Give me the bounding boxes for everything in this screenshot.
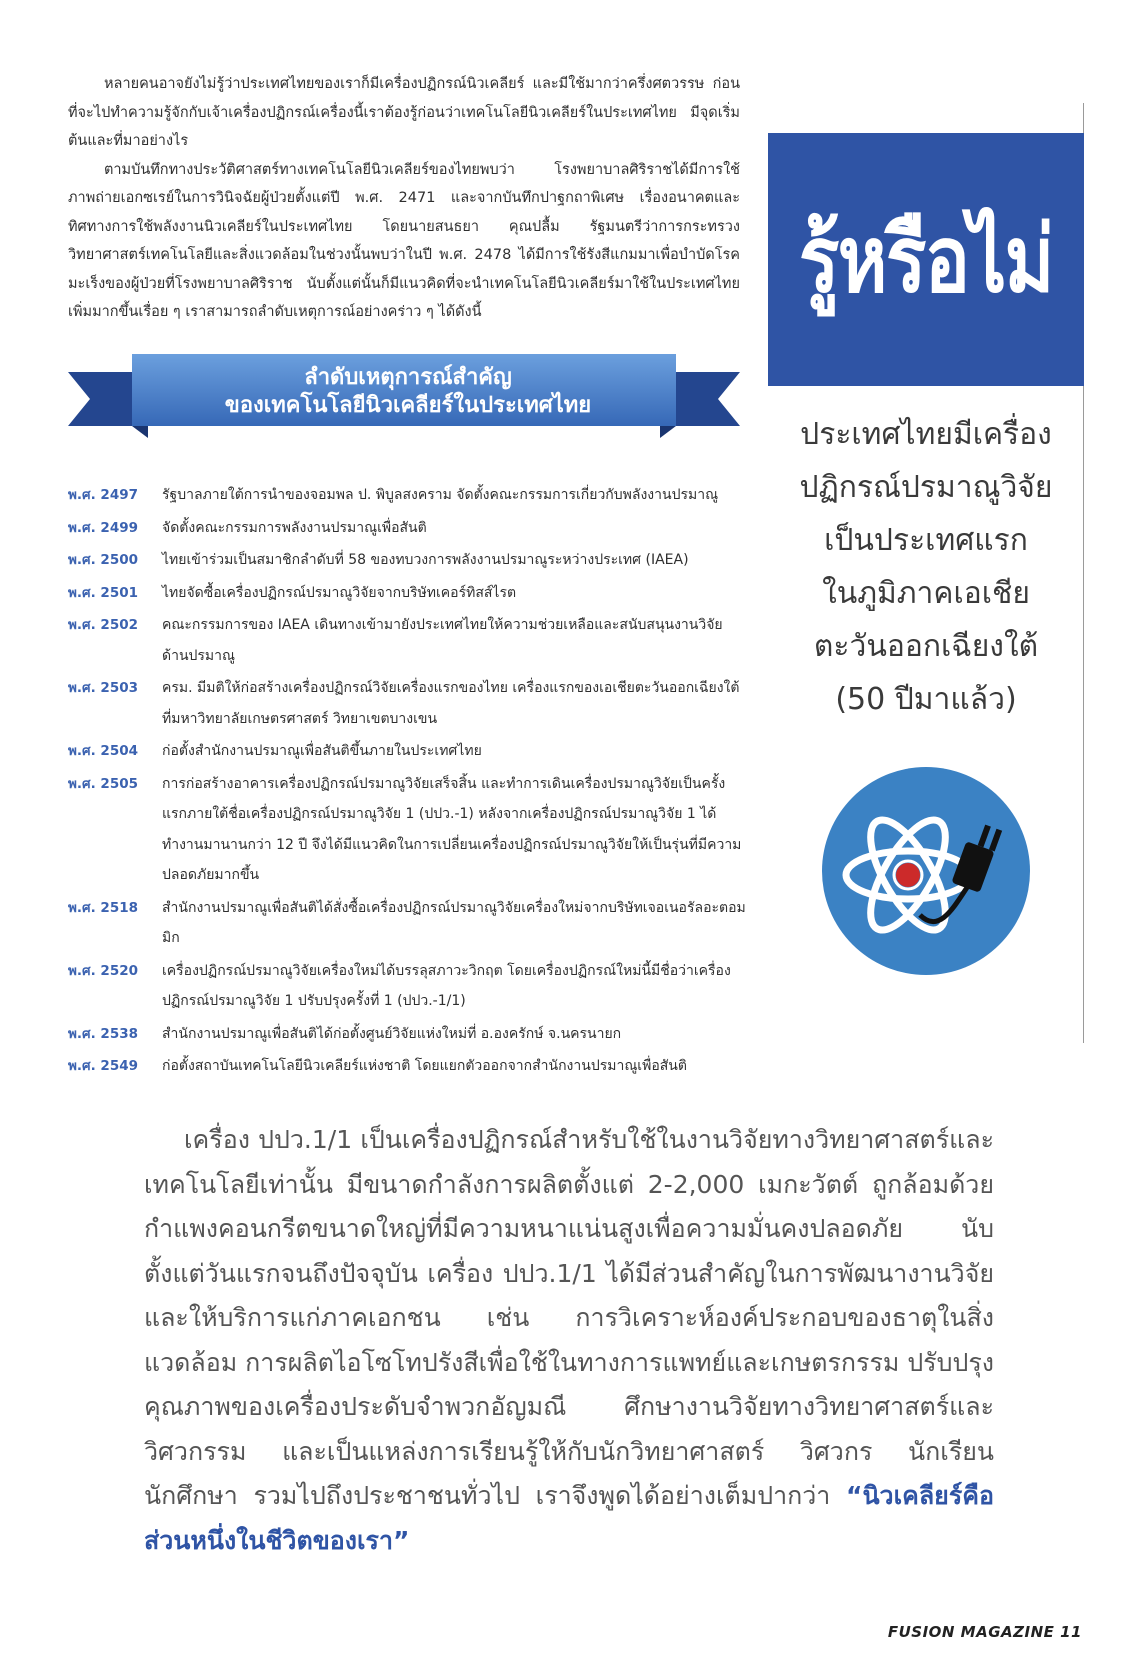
fact-line: ในภูมิภาคเอเชีย [822, 576, 1030, 611]
timeline-event: ไทยจัดซื้อเครื่องปฏิกรณ์ปรมาณูวิจัยจากบริษัทเคอร์ทิสส์ไรต [162, 584, 517, 601]
closing-text: เครื่อง ปปว.1/1 เป็นเครื่องปฏิกรณ์สำหรับใช้ในงานวิจัยทางวิทยาศาสตร์และเทคโนโลยีเท่านั้น มีขนาดกำลังการผลิตตั้งแต่ 2-2,000 เมกะวัตต์ ถูกล้อมด้วยกำแพงคอนกรีตขนาดใหญ่ที่มีความหนาแน่นสูงเพื่อความมั่นคงปลอดภัย นับตั้งแต่วันแรกจนถึงปัจจุบัน เครื่อง ปปว.1/1 ได้มีส่วนสำคัญในการพัฒนางานวิจัยและให้บริการแก่ภาคเอกชน เช่น การวิเคราะห์องค์ประกอบของธาตุในสิ่งแวดล้อม การผลิตไอโซโทปรังสีเพื่อใช้ในทางการแพทย์และเกษตรกรรม ปรับปรุงคุณภาพของเครื่องประดับจำพวกอัญมณี ศึกษางานวิจัยทางวิทยาศาสตร์และวิศวกรรม และเป็นแหล่งการเรียนรู้ให้กับนักวิทยาศาสตร์ วิศวกร นักเรียน นักศึกษา รวมไปถึงประชาชนทั่วไป เราจึงพูดได้อย่างเต็มปากว่า [144, 1125, 994, 1510]
timeline-event: ครม. มีมติให้ก่อสร้างเครื่องปฏิกรณ์วิจัยเครื่องแรกของไทย เครื่องแรกของเอเชียตะวันออกเฉียงใต้ ที่มหาวิทยาลัยเกษตรศาสตร์ วิทยาเขตบางเขน [162, 680, 740, 727]
closing-paragraph [144, 1118, 994, 1563]
timeline-year: พ.ศ. 2505 [68, 775, 138, 792]
closing-quote: “นิวเคลียร์คือส่วนหนึ่งในชีวิตของเรา” [144, 1481, 994, 1555]
did-you-know-heading: รู้หรือไม่ [799, 205, 1053, 313]
timeline-row [68, 513, 748, 544]
timeline-event: ไทยเข้าร่วมเป็นสมาชิกลำดับที่ 58 ของทบวงการพลังงานปรมาณูระหว่างประเทศ (IAEA) [162, 552, 689, 568]
timeline-row [68, 610, 748, 671]
intro-paragraph-1: หลายคนอาจยังไม่รู้ว่าประเทศไทยของเราก็มีเครื่องปฏิกรณ์นิวเคลียร์ และมีใช้มากว่าครึ่งศตวรรษ ก่อนที่จะไปทำความรู้จักกับเจ้าเครื่องปฏิกรณ์เครื่องนี้เราต้องรู้ก่อนว่าเทคโนโลยีนิวเคลียร์ในประเทศไทย มีจุดเริ่มต้นและที่มาอย่างไร [68, 76, 740, 149]
timeline-event: ก่อตั้งสำนักงานปรมาณูเพื่อสันติขึ้นภายในประเทศไทย [162, 743, 482, 759]
intro-text [68, 70, 740, 327]
timeline-year: พ.ศ. 2503 [68, 680, 138, 696]
timeline-year: พ.ศ. 2538 [68, 1025, 138, 1042]
timeline-event: การก่อสร้างอาคารเครื่องปฏิกรณ์ปรมาณูวิจัยเสร็จสิ้น และทำการเดินเครื่องปรมาณูวิจัยเป็นครั้งแรกภายใต้ชื่อเครื่องปฏิกรณ์ปรมาณูวิจัย 1 (ปปว.-1) หลังจากเครื่องปฏิกรณ์ปรมาณูวิจัย 1 ได้ทำงานมานานกว่า 12 ปี จึงได้มีแนวคิดในการเปลี่ยนเครื่องปฏิกรณ์ปรมาณูวิจัยให้เป็นรุ่นที่มีความปลอดภัยมากขึ้น [162, 775, 742, 883]
timeline-row [68, 893, 748, 954]
timeline-year: พ.ศ. 2520 [68, 962, 138, 979]
page-footer: FUSION MAGAZINE 11 [887, 1623, 1082, 1641]
timeline-row [68, 736, 748, 767]
timeline-event: จัดตั้งคณะกรรมการพลังงานปรมาณูเพื่อสันติ [162, 519, 427, 536]
intro-paragraph-2: ตามบันทึกทางประวัติศาสตร์ทางเทคโนโลยีนิวเคลียร์ของไทยพบว่า โรงพยาบาลศิริราชได้มีการใช้ภาพถ่ายเอกซเรย์ในการวินิจฉัยผู้ป่วยตั้งแต่ปี พ.ศ. 2471 และจากบันทึกปาฐกถาพิเศษ เรื่องอนาคตและทิศทางการใช้พลังงานนิวเคลียร์ในประเทศไทย โดยนายสนธยา คุณปลื้ม รัฐมนตรีว่าการกระทรวงวิทยาศาสตร์เทคโนโลยีและสิ่งแวดล้อมในช่วงนั้นพบว่าในปี พ.ศ. 2478 ได้มีการใช้รังสีแกมมาเพื่อบำบัดโรคมะเร็งของผู้ป่วยที่โรงพยาบาลศิริราช นับตั้งแต่นั้นก็มีแนวคิดที่จะนำเทคโนโลยีนิวเคลียร์มาใช้ในประเทศไทยเพิ่มมากขึ้นเรื่อย ๆ เราสามารถลำดับเหตุการณ์อย่างคร่าว ๆ ได้ดังนี้ [68, 161, 740, 320]
timeline-row [68, 545, 748, 576]
timeline-year: พ.ศ. 2518 [68, 899, 138, 916]
fact-line: เป็นประเทศแรก [824, 523, 1028, 558]
timeline-event: สำนักงานปรมาณูเพื่อสันติได้สั่งซื้อเครื่องปฏิกรณ์ปรมาณูวิจัยเครื่องใหม่จากบริษัทเจอเนอรัลอะตอมมิก [162, 899, 746, 946]
fact-line: (50 ปีมาแล้ว) [835, 682, 1017, 717]
timeline-year: พ.ศ. 2549 [68, 1058, 138, 1074]
banner-title-line-2: ของเทคโนโลยีนิวเคลียร์ในประเทศไทย [224, 393, 592, 418]
fact-line: ตะวันออกเฉียงใต้ [813, 629, 1039, 664]
banner-title-line-1: ลำดับเหตุการณ์สำคัญ [304, 365, 512, 390]
timeline-year: พ.ศ. 2502 [68, 617, 138, 633]
did-you-know-box [768, 133, 1084, 386]
timeline-year: พ.ศ. 2500 [68, 552, 138, 568]
timeline-year: พ.ศ. 2501 [68, 584, 138, 601]
timeline-row [68, 578, 748, 609]
timeline-event: รัฐบาลภายใต้การนำของจอมพล ป. พิบูลสงคราม จัดตั้งคณะกรรมการเกี่ยวกับพลังงานปรมาณู [162, 487, 719, 503]
timeline-row [68, 956, 748, 1017]
timeline-row [68, 769, 748, 891]
timeline-event: เครื่องปฏิกรณ์ปรมาณูวิจัยเครื่องใหม่ได้บรรลุสภาวะวิกฤต โดยเครื่องปฏิกรณ์ใหม่นี้มีชื่อว่าเครื่องปฏิกรณ์ปรมาณูวิจัย 1 ปรับปรุงครั้งที่ 1 (ปปว.-1/1) [162, 962, 731, 1009]
fact-line: ประเทศไทยมีเครื่อง [800, 417, 1052, 452]
timeline-year: พ.ศ. 2497 [68, 487, 138, 503]
timeline-row [68, 480, 748, 511]
timeline-year: พ.ศ. 2504 [68, 743, 138, 759]
banner-title [218, 364, 598, 420]
timeline-row [68, 1019, 748, 1050]
did-you-know-fact [768, 408, 1084, 726]
timeline-year: พ.ศ. 2499 [68, 519, 138, 536]
timeline-event: คณะกรรมการของ IAEA เดินทางเข้ามายังประเทศไทยให้ความช่วยเหลือและสนับสนุนงานวิจัยด้านปรมาณู [162, 617, 723, 664]
atom-plug-icon [820, 765, 1032, 977]
timeline-event: สำนักงานปรมาณูเพื่อสันติได้ก่อตั้งศูนย์วิจัยแห่งใหม่ที่ อ.องครักษ์ จ.นครนายก [162, 1025, 622, 1042]
timeline-row [68, 673, 748, 734]
timeline-list [68, 480, 748, 1084]
timeline-banner [68, 354, 740, 444]
timeline-event: ก่อตั้งสถาบันเทคโนโลยีนิวเคลียร์แห่งชาติ โดยแยกตัวออกจากสำนักงานปรมาณูเพื่อสันติ [162, 1058, 687, 1074]
timeline-row [68, 1051, 748, 1082]
fact-line: ปฏิกรณ์ปรมาณูวิจัย [799, 470, 1053, 505]
